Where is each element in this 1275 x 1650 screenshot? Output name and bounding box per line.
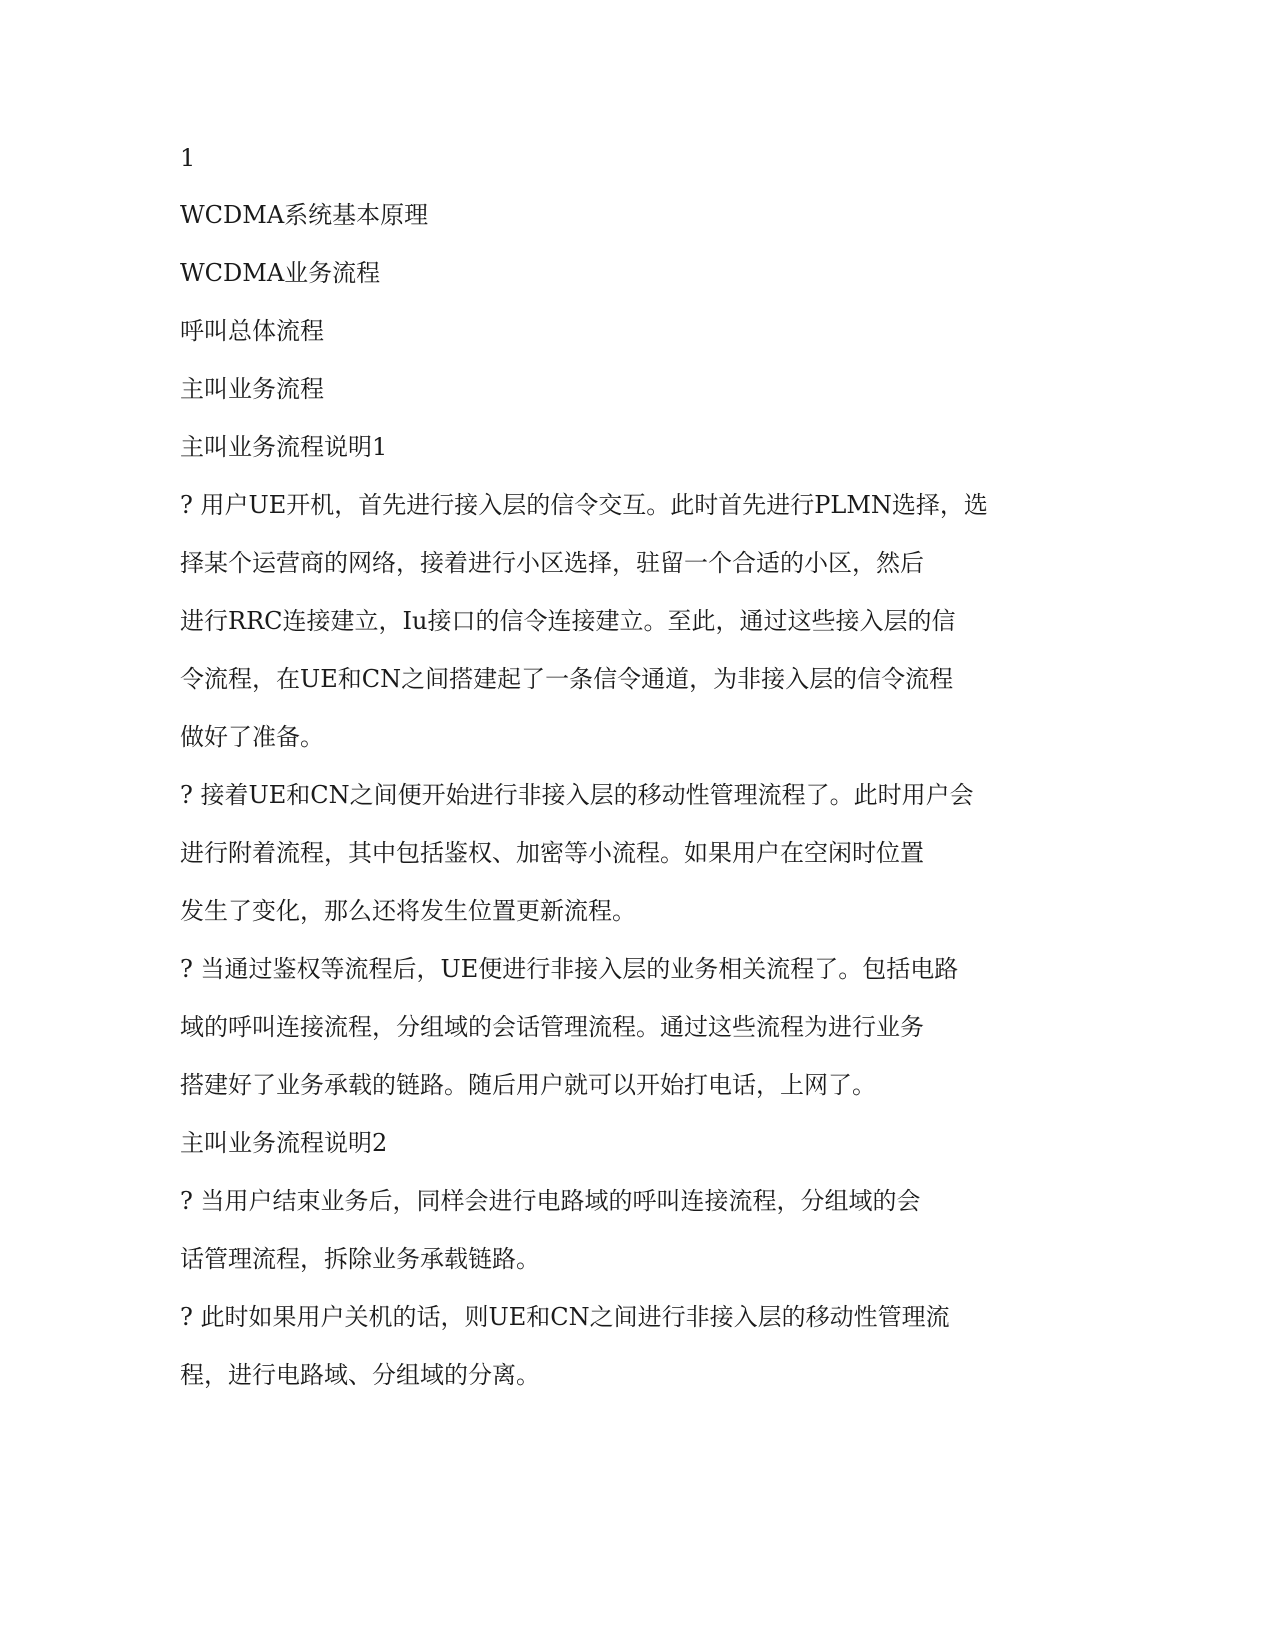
paragraph-line: 令流程，在UE和CN之间搭建起了一条信令通道，为非接入层的信令流程 — [180, 665, 954, 693]
paragraph-line: 程，进行电路域、分组域的分离。 — [180, 1361, 540, 1389]
paragraph-line: 域的呼叫连接流程，分组域的会话管理流程。通过这些流程为进行业务 — [180, 1013, 924, 1041]
paragraph-line: ? 用户UE开机，首先进行接入层的信令交互。此时首先进行PLMN选择，选 — [180, 491, 988, 519]
paragraph-line: ? 当通过鉴权等流程后，UE便进行非接入层的业务相关流程了。包括电路 — [180, 955, 959, 983]
paragraph-line: 进行附着流程，其中包括鉴权、加密等小流程。如果用户在空闲时位置 — [180, 839, 924, 867]
doc-heading-line: 主叫业务流程说明1 — [180, 433, 388, 461]
doc-heading-line: WCDMA业务流程 — [180, 259, 381, 287]
paragraph-line: 搭建好了业务承载的链路。随后用户就可以开始打电话，上网了。 — [180, 1071, 876, 1099]
paragraph-line: ? 当用户结束业务后，同样会进行电路域的呼叫连接流程，分组域的会 — [180, 1187, 921, 1215]
paragraph-line: 进行RRC连接建立，Iu接口的信令连接建立。至此，通过这些接入层的信 — [180, 607, 956, 635]
paragraph-line: 话管理流程，拆除业务承载链路。 — [180, 1245, 540, 1273]
page-number: 1 — [180, 144, 196, 172]
paragraph-line: 做好了准备。 — [180, 723, 324, 751]
paragraph-line: 发生了变化，那么还将发生位置更新流程。 — [180, 897, 636, 925]
doc-heading-line: 主叫业务流程 — [180, 375, 324, 403]
paragraph-line: ? 此时如果用户关机的话，则UE和CN之间进行非接入层的移动性管理流 — [180, 1303, 950, 1331]
doc-heading-line: 主叫业务流程说明2 — [180, 1129, 388, 1157]
paragraph-line: 择某个运营商的网络，接着进行小区选择，驻留一个合适的小区，然后 — [180, 549, 924, 577]
paragraph-line: ? 接着UE和CN之间便开始进行非接入层的移动性管理流程了。此时用户会 — [180, 781, 974, 809]
doc-title-line: WCDMA系统基本原理 — [180, 201, 429, 229]
doc-heading-line: 呼叫总体流程 — [180, 317, 324, 345]
